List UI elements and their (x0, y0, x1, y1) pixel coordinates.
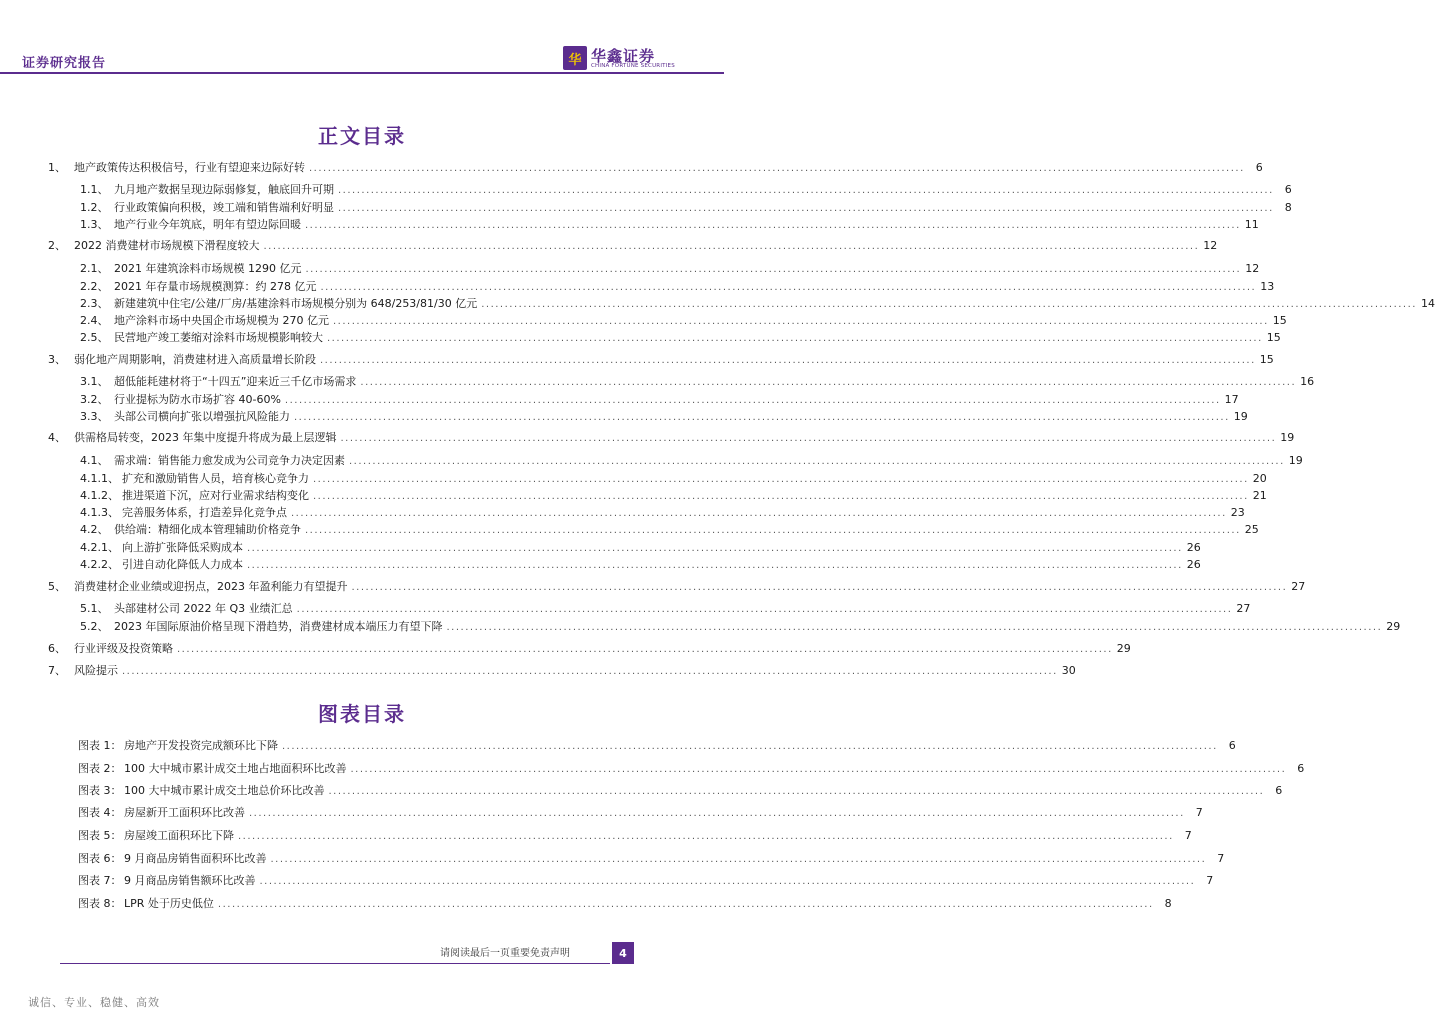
dot-leader: ........................................................................................................................................................................................................ (351, 582, 1288, 593)
entry-number: 2.1、 (80, 262, 109, 275)
entry-label: 行业提标为防水市场扩容 40-60% (114, 393, 281, 406)
dot-leader: ........................................................................................................................................................................................................ (320, 282, 1257, 293)
dot-leader: ........................................................................................................................................................................................................ (327, 333, 1263, 344)
entry-label: 2021 年存量市场规模测算：约 278 亿元 (114, 280, 317, 293)
entry-number: 1.3、 (80, 218, 109, 231)
toc-entry[interactable] (80, 541, 1201, 556)
entry-label: 超低能耗建材将于“十四五”迎来近三千亿市场需求 (114, 375, 357, 388)
dot-leader: ........................................................................................................................................................................................................ (340, 433, 1277, 444)
toc-entry[interactable] (80, 393, 1239, 408)
entry-number: 5.1、 (80, 602, 109, 615)
entry-page-number: 15 (1259, 353, 1274, 366)
entry-page-number: 27 (1291, 580, 1306, 593)
figure-entry[interactable] (78, 852, 1225, 867)
entry-page-number: 25 (1244, 523, 1259, 536)
entry-page-number: 26 (1186, 541, 1201, 554)
entry-page-number: 15 (1266, 331, 1281, 344)
entry-number: 4.1.1、 (80, 472, 119, 485)
entry-page-number: 13 (1260, 280, 1275, 293)
toc-entry[interactable] (48, 642, 1131, 657)
logo-name-en: CHINA FORTUNE SECURITIES (591, 63, 675, 69)
entry-number: 4.2.1、 (80, 541, 119, 554)
entry-label: 推进渠道下沉，应对行业需求结构变化 (122, 489, 309, 502)
entry-number: 图表 2： (78, 762, 122, 775)
entry-page-number: 19 (1233, 410, 1248, 423)
entry-label: 行业评级及投资策略 (74, 642, 173, 655)
entry-label: 需求端：销售能力愈发成为公司竞争力决定因素 (114, 454, 345, 467)
entry-label: 向上游扩张降低采购成本 (122, 541, 243, 554)
figure-entry[interactable] (78, 874, 1214, 889)
entry-number: 3.2、 (80, 393, 109, 406)
dot-leader: ........................................................................................................................................................................................................ (360, 377, 1297, 388)
toc-entry[interactable] (80, 183, 1292, 198)
entry-page-number: 17 (1224, 393, 1239, 406)
entry-page-number: 14 (1420, 297, 1435, 310)
dot-leader: ........................................................................................................................................................................................................ (481, 299, 1417, 310)
entry-page-number: 11 (1244, 218, 1259, 231)
entry-label: 扩充和激励销售人员，培育核心竞争力 (122, 472, 309, 485)
toc-entry[interactable] (48, 239, 1218, 254)
entry-page-number: 6 (1297, 762, 1305, 775)
entry-label: 地产涂料市场中央国企市场规模为 270 亿元 (114, 314, 329, 327)
dot-leader: ........................................................................................................................................................................................................ (305, 525, 1241, 536)
entry-label: 新建建筑中住宅/公建/厂房/基建涂料市场规模分别为 648/253/81/30 亿元 (114, 297, 478, 310)
dot-leader: ........................................................................................................................................................................................................ (294, 412, 1230, 423)
dot-leader: ........................................................................................................................................................................................................ (284, 395, 1221, 406)
dot-leader: ........................................................................................................................................................................................................ (259, 876, 1196, 887)
entry-page-number: 7 (1206, 874, 1214, 887)
header-divider (0, 72, 724, 74)
dot-leader: ........................................................................................................................................................................................................ (349, 456, 1285, 467)
entry-label: LPR 处于历史低位 (124, 897, 214, 910)
entry-number: 4.1、 (80, 454, 109, 467)
entry-page-number: 6 (1275, 784, 1283, 797)
toc-entry[interactable] (80, 410, 1248, 425)
toc-entry[interactable] (80, 297, 1435, 312)
entry-label: 100 大中城市累计成交土地占地面积环比改善 (124, 762, 347, 775)
entry-number: 5.2、 (80, 620, 109, 633)
entry-label: 2023 年国际原油价格呈现下滑趋势，消费建材成本端压力有望下降 (114, 620, 443, 633)
entry-label: 房屋竣工面积环比下降 (124, 829, 234, 842)
dot-leader: ........................................................................................................................................................................................................ (305, 264, 1242, 275)
entry-number: 2.2、 (80, 280, 109, 293)
logo-mark-icon: 华 (563, 46, 587, 70)
toc-entry[interactable] (48, 580, 1306, 595)
entry-label: 房屋新开工面积环比改善 (124, 806, 245, 819)
dot-leader: ........................................................................................................................................................................................................ (282, 741, 1218, 752)
dot-leader: ........................................................................................................................................................................................................ (291, 508, 1227, 519)
dot-leader: ........................................................................................................................................................................................................ (238, 831, 1174, 842)
entry-page-number: 6 (1255, 161, 1263, 174)
entry-label: 九月地产数据呈现边际弱修复，触底回升可期 (114, 183, 334, 196)
dot-leader: ........................................................................................................................................................................................................ (320, 355, 1256, 366)
dot-leader: ........................................................................................................................................................................................................ (333, 316, 1269, 327)
dot-leader: ........................................................................................................................................................................................................ (305, 220, 1241, 231)
entry-label: 供需格局转变，2023 年集中度提升将成为最上层逻辑 (74, 431, 337, 444)
toc-entry[interactable] (80, 620, 1401, 635)
dot-leader: ........................................................................................................................................................................................................ (263, 241, 1200, 252)
toc-entry[interactable] (80, 472, 1267, 487)
entry-page-number: 15 (1272, 314, 1287, 327)
entry-page-number: 12 (1245, 262, 1260, 275)
toc-entry[interactable] (80, 201, 1292, 216)
entry-page-number: 30 (1061, 664, 1076, 677)
entry-number: 4.1.2、 (80, 489, 119, 502)
entry-label: 头部公司横向扩张以增强抗风险能力 (114, 410, 290, 423)
entry-page-number: 29 (1386, 620, 1401, 633)
dot-leader: ........................................................................................................................................................................................................ (338, 203, 1274, 214)
dot-leader: ........................................................................................................................................................................................................ (446, 622, 1383, 633)
entry-label: 房地产开发投资完成额环比下降 (124, 739, 278, 752)
entry-number: 图表 5： (78, 829, 122, 842)
footer-divider (60, 963, 610, 964)
toc-entry[interactable] (80, 506, 1245, 521)
entry-page-number: 7 (1217, 852, 1225, 865)
figure-entry[interactable] (78, 762, 1305, 777)
entry-page-number: 7 (1195, 806, 1203, 819)
entry-number: 3.1、 (80, 375, 109, 388)
entry-label: 行业政策偏向积极，竣工端和销售端利好明显 (114, 201, 334, 214)
figure-entry[interactable] (78, 739, 1236, 754)
entry-number: 2.5、 (80, 331, 109, 344)
page-number-badge: 4 (612, 942, 634, 964)
entry-label: 民营地产竣工萎缩对涂料市场规模影响较大 (114, 331, 323, 344)
toc-entry[interactable] (48, 664, 1076, 679)
entry-number: 4.2.2、 (80, 558, 119, 571)
entry-label: 2021 年建筑涂料市场规模 1290 亿元 (114, 262, 302, 275)
entry-number: 图表 7： (78, 874, 122, 887)
entry-number: 3.3、 (80, 410, 109, 423)
toc-entry[interactable] (80, 489, 1267, 504)
dot-leader: ........................................................................................................................................................................................................ (296, 604, 1233, 615)
entry-label: 9 月商品房销售面积环比改善 (124, 852, 267, 865)
entry-label: 地产行业今年筑底，明年有望边际回暖 (114, 218, 301, 231)
entry-page-number: 8 (1164, 897, 1172, 910)
entry-number: 1.1、 (80, 183, 109, 196)
entry-number: 图表 3： (78, 784, 122, 797)
logo-name-cn: 华鑫证券 (591, 47, 656, 65)
toc-entry[interactable] (80, 523, 1259, 538)
entry-number: 5、 (48, 580, 66, 593)
entry-number: 4.1.3、 (80, 506, 119, 519)
entry-page-number: 6 (1228, 739, 1236, 752)
entry-number: 6、 (48, 642, 66, 655)
entry-label: 风险提示 (74, 664, 118, 677)
entry-label: 弱化地产周期影响，消费建材进入高质量增长阶段 (74, 353, 316, 366)
entry-number: 4.2、 (80, 523, 109, 536)
entry-number: 图表 4： (78, 806, 122, 819)
dot-leader: ........................................................................................................................................................................................................ (350, 764, 1287, 775)
figure-entry[interactable] (78, 897, 1172, 912)
entry-label: 2022 消费建材市场规模下滑程度较大 (74, 239, 260, 252)
entry-number: 图表 8： (78, 897, 122, 910)
entry-page-number: 21 (1252, 489, 1267, 502)
entry-number: 1、 (48, 161, 66, 174)
dot-leader: ........................................................................................................................................................................................................ (309, 163, 1245, 174)
toc-entry[interactable] (80, 218, 1259, 233)
toc-entry[interactable] (80, 558, 1201, 573)
entry-page-number: 7 (1184, 829, 1192, 842)
entry-page-number: 23 (1230, 506, 1245, 519)
toc-entry[interactable] (48, 353, 1274, 368)
toc-entry[interactable] (80, 375, 1315, 390)
toc-entry[interactable] (80, 280, 1275, 295)
entry-page-number: 12 (1203, 239, 1218, 252)
figures-title: 图表目录 (318, 702, 406, 726)
entry-page-number: 27 (1236, 602, 1251, 615)
header-report-label: 证券研究报告 (22, 56, 107, 71)
figure-entry[interactable] (78, 806, 1203, 821)
entry-label: 头部建材公司 2022 年 Q3 业绩汇总 (114, 602, 293, 615)
entry-number: 图表 6： (78, 852, 122, 865)
entry-number: 2、 (48, 239, 66, 252)
entry-label: 9 月商品房销售额环比改善 (124, 874, 256, 887)
toc-entry[interactable] (80, 331, 1281, 346)
dot-leader: ........................................................................................................................................................................................................ (270, 854, 1207, 865)
entry-label: 地产政策传达积极信号，行业有望迎来边际好转 (74, 161, 305, 174)
toc-entry[interactable] (48, 431, 1295, 446)
dot-leader: ........................................................................................................................................................................................................ (328, 786, 1265, 797)
toc-entry[interactable] (80, 314, 1287, 329)
entry-page-number: 19 (1280, 431, 1295, 444)
entry-page-number: 8 (1284, 201, 1292, 214)
entry-page-number: 20 (1252, 472, 1267, 485)
toc-entry[interactable] (80, 454, 1303, 469)
entry-number: 2.3、 (80, 297, 109, 310)
dot-leader: ........................................................................................................................................................................................................ (177, 644, 1113, 655)
entry-label: 消费建材企业业绩或迎拐点，2023 年盈利能力有望提升 (74, 580, 348, 593)
entry-label: 引进自动化降低人力成本 (122, 558, 243, 571)
footer-disclaimer: 请阅读最后一页重要免责声明 (440, 948, 570, 959)
dot-leader: ........................................................................................................................................................................................................ (249, 808, 1185, 819)
company-logo (563, 46, 703, 72)
dot-leader: ........................................................................................................................................................................................................ (247, 560, 1183, 571)
entry-page-number: 29 (1116, 642, 1131, 655)
entry-page-number: 16 (1300, 375, 1315, 388)
entry-label: 完善服务体系，打造差异化竞争点 (122, 506, 287, 519)
figure-entry[interactable] (78, 829, 1192, 844)
entry-number: 7、 (48, 664, 66, 677)
entry-page-number: 6 (1284, 183, 1292, 196)
dot-leader: ........................................................................................................................................................................................................ (217, 899, 1154, 910)
entry-number: 4、 (48, 431, 66, 444)
toc-title: 正文目录 (318, 124, 406, 148)
dot-leader: ........................................................................................................................................................................................................ (313, 474, 1249, 485)
toc-entry[interactable] (80, 262, 1260, 277)
entry-page-number: 19 (1288, 454, 1303, 467)
entry-label: 100 大中城市累计成交土地总价环比改善 (124, 784, 325, 797)
entry-page-number: 26 (1186, 558, 1201, 571)
figure-entry[interactable] (78, 784, 1283, 799)
dot-leader: ........................................................................................................................................................................................................ (122, 666, 1058, 677)
dot-leader: ........................................................................................................................................................................................................ (313, 491, 1249, 502)
toc-entry[interactable] (80, 602, 1251, 617)
toc-entry[interactable] (48, 161, 1263, 176)
dot-leader: ........................................................................................................................................................................................................ (247, 543, 1183, 554)
entry-number: 3、 (48, 353, 66, 366)
entry-number: 2.4、 (80, 314, 109, 327)
footer-motto: 诚信、专业、稳健、高效 (28, 996, 160, 1009)
entry-label: 供给端：精细化成本管理辅助价格竞争 (114, 523, 301, 536)
entry-number: 图表 1： (78, 739, 122, 752)
entry-number: 1.2、 (80, 201, 109, 214)
dot-leader: ........................................................................................................................................................................................................ (338, 185, 1274, 196)
